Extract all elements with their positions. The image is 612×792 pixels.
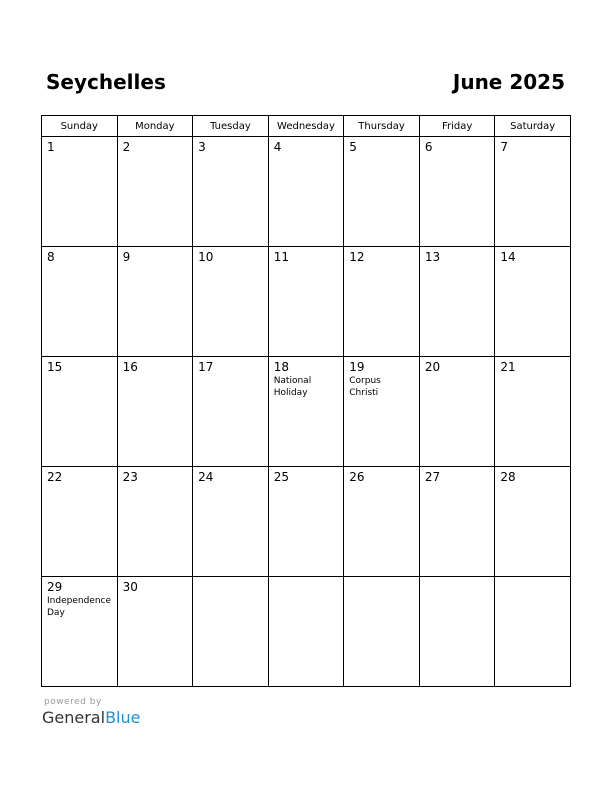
weekday-header: Monday: [117, 116, 193, 137]
logo-text-general: General: [42, 708, 106, 727]
day-number: 13: [424, 250, 441, 264]
calendar-week-row: [42, 137, 571, 247]
day-number: 16: [122, 360, 138, 374]
weekday-header: Saturday: [495, 116, 571, 137]
day-cell: [344, 577, 420, 687]
day-cell: [117, 137, 193, 247]
day-number: 21: [500, 360, 516, 374]
day-number: 24: [198, 470, 214, 484]
holiday-label: Independence Day: [47, 596, 112, 618]
day-cell: [495, 357, 571, 467]
calendar-grid: [41, 115, 571, 687]
day-cell: [193, 577, 269, 687]
day-cell: [495, 247, 571, 357]
day-number: 9: [122, 250, 131, 264]
day-cell: [344, 137, 420, 247]
weekday-header: Wednesday: [268, 116, 344, 137]
day-cell: [344, 357, 420, 467]
day-number: 8: [47, 250, 55, 264]
day-cell: [495, 577, 571, 687]
day-cell: [193, 247, 269, 357]
day-cell: [117, 357, 193, 467]
day-number: 7: [500, 140, 509, 154]
day-number: 3: [198, 140, 206, 154]
day-cell: [117, 247, 193, 357]
calendar-week-row: [42, 577, 571, 687]
day-cell: [42, 577, 118, 687]
day-cell: [42, 467, 118, 577]
logo-text-blue: Blue: [105, 708, 141, 727]
day-number: 19: [349, 360, 365, 374]
weekday-header: Friday: [419, 116, 495, 137]
day-number: 28: [500, 470, 516, 484]
weekday-header: Tuesday: [193, 116, 269, 137]
day-cell: [419, 467, 495, 577]
calendar-week-row: [42, 467, 571, 577]
calendar-country-title: Seychelles: [46, 70, 166, 94]
day-cell: [117, 577, 193, 687]
holiday-label: Corpus Christi: [349, 376, 381, 398]
day-number: 4: [273, 140, 282, 154]
day-number: 14: [500, 250, 516, 264]
day-number: 27: [424, 470, 441, 484]
day-number: 2: [122, 140, 131, 154]
day-cell: [495, 467, 571, 577]
day-number: 15: [47, 360, 63, 374]
day-number: 17: [198, 360, 214, 374]
calendar-week-row: [42, 247, 571, 357]
day-cell: [268, 467, 344, 577]
day-cell: [42, 247, 118, 357]
day-number: 25: [273, 470, 289, 484]
day-number: 5: [349, 140, 357, 154]
weekday-header: Sunday: [42, 116, 118, 137]
day-number: 12: [349, 250, 365, 264]
day-cell: [268, 357, 344, 467]
day-cell: [419, 247, 495, 357]
day-number: 20: [424, 360, 441, 374]
powered-by-text: powered by: [44, 697, 102, 707]
day-cell: [344, 247, 420, 357]
day-number: 29: [47, 580, 63, 594]
day-cell: [193, 357, 269, 467]
day-cell: [42, 357, 118, 467]
day-cell: [268, 247, 344, 357]
day-cell: [495, 137, 571, 247]
calendar-week-row: [42, 357, 571, 467]
day-cell: [193, 467, 269, 577]
weekday-header-row: [42, 116, 571, 137]
day-number: 23: [122, 470, 138, 484]
day-cell: [42, 137, 118, 247]
day-number: 26: [349, 470, 365, 484]
day-cell: [419, 137, 495, 247]
holiday-label: National Holiday: [273, 376, 312, 398]
day-number: 30: [122, 580, 138, 594]
generalblue-logo: [42, 708, 140, 727]
day-cell: [268, 137, 344, 247]
day-cell: [268, 577, 344, 687]
day-number: 1: [47, 140, 55, 154]
day-cell: [419, 357, 495, 467]
calendar-month-title: June 2025: [452, 70, 565, 94]
day-number: 11: [273, 250, 289, 264]
day-number: 18: [273, 360, 289, 374]
day-cell: [344, 467, 420, 577]
day-number: 10: [198, 250, 214, 264]
weekday-header: Thursday: [344, 116, 420, 137]
day-number: 6: [424, 140, 433, 154]
day-cell: [193, 137, 269, 247]
day-number: 22: [47, 470, 63, 484]
day-cell: [419, 577, 495, 687]
day-cell: [117, 467, 193, 577]
